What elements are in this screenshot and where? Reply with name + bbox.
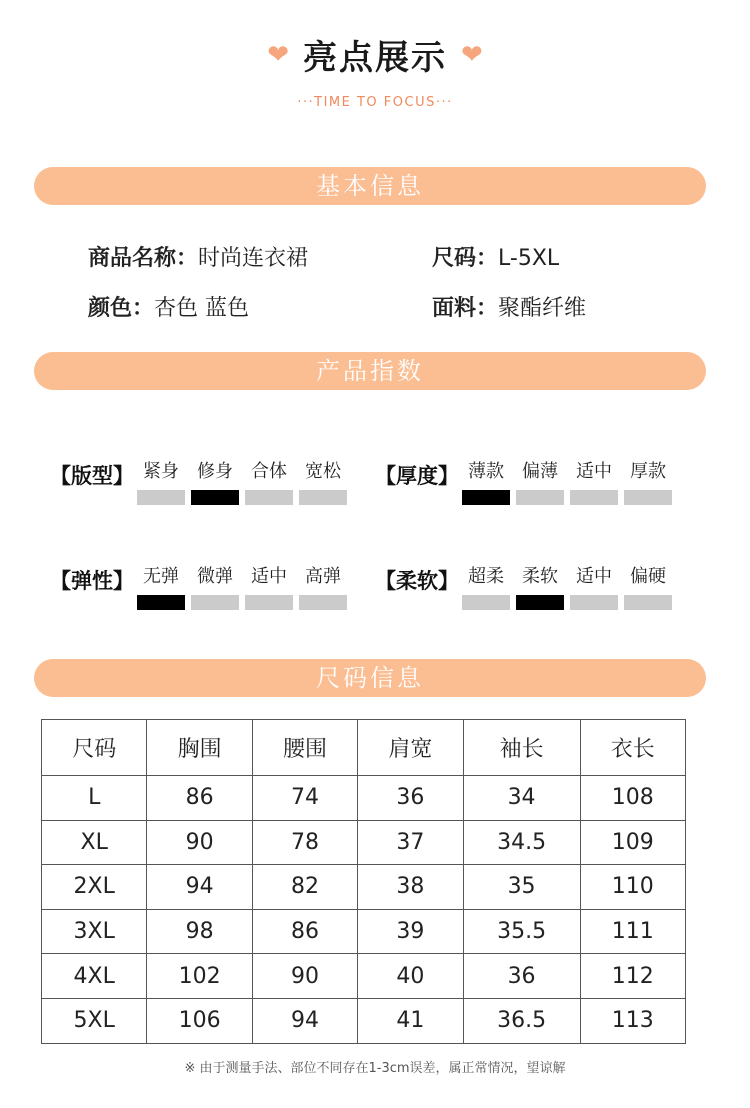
section-basic-info-bar: 基本信息 <box>34 167 706 205</box>
table-cell: 34 <box>463 776 580 821</box>
index-option <box>245 460 293 505</box>
index-indicator-selected <box>137 595 185 610</box>
header-size: 尺码 <box>42 720 147 776</box>
table-row <box>42 820 686 865</box>
index-option-label: 厚款 <box>630 461 666 482</box>
header-length: 衣长 <box>580 720 685 776</box>
index-option-label: 宽松 <box>305 461 341 482</box>
index-option <box>570 565 618 610</box>
index-option <box>624 565 672 610</box>
index-indicator <box>516 490 564 505</box>
table-cell: 4XL <box>42 954 147 999</box>
measurement-note: ※ 由于测量手法、部位不同存在1-3cm误差，属正常情况，望谅解 <box>184 1061 566 1076</box>
table-row <box>42 954 686 999</box>
index-indicator-selected <box>191 490 239 505</box>
table-row <box>42 865 686 910</box>
heart-icon-left: ❤ <box>267 39 289 70</box>
size-table-header-row <box>42 720 686 776</box>
index-option <box>624 460 672 505</box>
size-range-row <box>432 241 559 272</box>
index-group-softness <box>375 565 672 610</box>
header-waist: 腰围 <box>252 720 357 776</box>
index-indicator-selected <box>462 490 510 505</box>
color-value: 杏色 蓝色 <box>154 296 250 321</box>
index-option-label: 薄款 <box>468 461 504 482</box>
index-option <box>516 460 564 505</box>
table-cell: 82 <box>252 865 357 910</box>
index-option <box>570 460 618 505</box>
color-row <box>88 291 249 322</box>
index-indicator <box>462 595 510 610</box>
table-cell: 109 <box>580 820 685 865</box>
section-size-info-bar: 尺码信息 <box>34 659 706 697</box>
table-cell: 35 <box>463 865 580 910</box>
index-indicator <box>245 490 293 505</box>
table-cell: 74 <box>252 776 357 821</box>
title-row <box>0 30 750 79</box>
product-name-label: 商品名称： <box>88 246 199 271</box>
index-option <box>462 565 510 610</box>
index-option <box>137 460 185 505</box>
index-options-elasticity <box>137 565 347 610</box>
index-option <box>191 565 239 610</box>
header-bust: 胸围 <box>147 720 252 776</box>
index-option-label: 微弹 <box>197 566 233 587</box>
table-cell: 36 <box>358 776 463 821</box>
index-option-label: 柔软 <box>522 566 558 587</box>
table-cell: 108 <box>580 776 685 821</box>
index-indicator <box>624 490 672 505</box>
table-cell: 39 <box>358 909 463 954</box>
table-cell: 94 <box>252 998 357 1043</box>
table-row <box>42 909 686 954</box>
table-cell: 106 <box>147 998 252 1043</box>
size-table <box>41 719 686 1044</box>
index-group-fit <box>50 460 347 505</box>
index-options-thickness <box>462 460 672 505</box>
table-cell: L <box>42 776 147 821</box>
size-range-value: L-5XL <box>498 246 560 271</box>
product-name-value: 时尚连衣裙 <box>198 246 309 271</box>
table-cell: 86 <box>147 776 252 821</box>
size-table-head <box>42 720 686 776</box>
table-cell: 2XL <box>42 865 147 910</box>
table-cell: 86 <box>252 909 357 954</box>
table-cell: 3XL <box>42 909 147 954</box>
header-shoulder: 肩宽 <box>358 720 463 776</box>
index-label-softness: 【柔软】 <box>375 569 459 593</box>
table-cell: 113 <box>580 998 685 1043</box>
index-option-label: 偏硬 <box>630 566 666 587</box>
fabric-label: 面料： <box>432 296 499 321</box>
table-cell: 111 <box>580 909 685 954</box>
table-cell: 98 <box>147 909 252 954</box>
table-row <box>42 776 686 821</box>
table-cell: 94 <box>147 865 252 910</box>
color-label: 颜色： <box>88 296 155 321</box>
heart-icon-right: ❤ <box>461 39 483 70</box>
index-option <box>299 460 347 505</box>
index-indicator <box>570 595 618 610</box>
index-options-fit <box>137 460 347 505</box>
page-header <box>0 30 750 110</box>
table-cell: 112 <box>580 954 685 999</box>
size-range-label: 尺码： <box>432 246 499 271</box>
index-label-elasticity: 【弹性】 <box>50 569 134 593</box>
index-indicator <box>191 595 239 610</box>
table-cell: 35.5 <box>463 909 580 954</box>
table-cell: 90 <box>147 820 252 865</box>
index-option <box>245 565 293 610</box>
index-group-elasticity <box>50 565 347 610</box>
index-option-label: 紧身 <box>143 461 179 482</box>
index-indicator <box>137 490 185 505</box>
page-title: 亮点展示 <box>303 38 447 78</box>
index-options-softness <box>462 565 672 610</box>
index-indicator-selected <box>516 595 564 610</box>
table-cell: 5XL <box>42 998 147 1043</box>
index-group-thickness <box>375 460 672 505</box>
index-option-label: 高弹 <box>305 566 341 587</box>
table-cell: 78 <box>252 820 357 865</box>
index-indicator <box>570 490 618 505</box>
fabric-value: 聚酯纤维 <box>498 296 587 321</box>
index-option-label: 超柔 <box>468 566 504 587</box>
table-cell: 102 <box>147 954 252 999</box>
index-option-label: 适中 <box>576 461 612 482</box>
table-cell: 38 <box>358 865 463 910</box>
index-option-label: 适中 <box>576 566 612 587</box>
index-option <box>137 565 185 610</box>
index-option <box>191 460 239 505</box>
table-cell: 36.5 <box>463 998 580 1043</box>
product-name-row <box>88 241 308 272</box>
index-option <box>516 565 564 610</box>
table-cell: 41 <box>358 998 463 1043</box>
table-cell: 36 <box>463 954 580 999</box>
index-label-thickness: 【厚度】 <box>375 464 459 488</box>
table-cell: XL <box>42 820 147 865</box>
table-cell: 34.5 <box>463 820 580 865</box>
table-cell: 37 <box>358 820 463 865</box>
index-option <box>462 460 510 505</box>
table-row <box>42 998 686 1043</box>
index-option-label: 合体 <box>251 461 287 482</box>
index-option <box>299 565 347 610</box>
table-cell: 90 <box>252 954 357 999</box>
index-option-label: 无弹 <box>143 566 179 587</box>
index-indicator <box>299 490 347 505</box>
index-indicator <box>299 595 347 610</box>
header-sleeve: 袖长 <box>463 720 580 776</box>
index-indicator <box>624 595 672 610</box>
index-label-fit: 【版型】 <box>50 464 134 488</box>
fabric-row <box>432 291 586 322</box>
section-product-index-bar: 产品指数 <box>34 352 706 390</box>
table-cell: 40 <box>358 954 463 999</box>
size-table-body <box>42 776 686 1044</box>
page-subtitle: ···TIME TO FOCUS··· <box>297 95 453 110</box>
index-option-label: 偏薄 <box>522 461 558 482</box>
index-option-label: 适中 <box>251 566 287 587</box>
index-option-label: 修身 <box>197 461 233 482</box>
table-cell: 110 <box>580 865 685 910</box>
index-indicator <box>245 595 293 610</box>
